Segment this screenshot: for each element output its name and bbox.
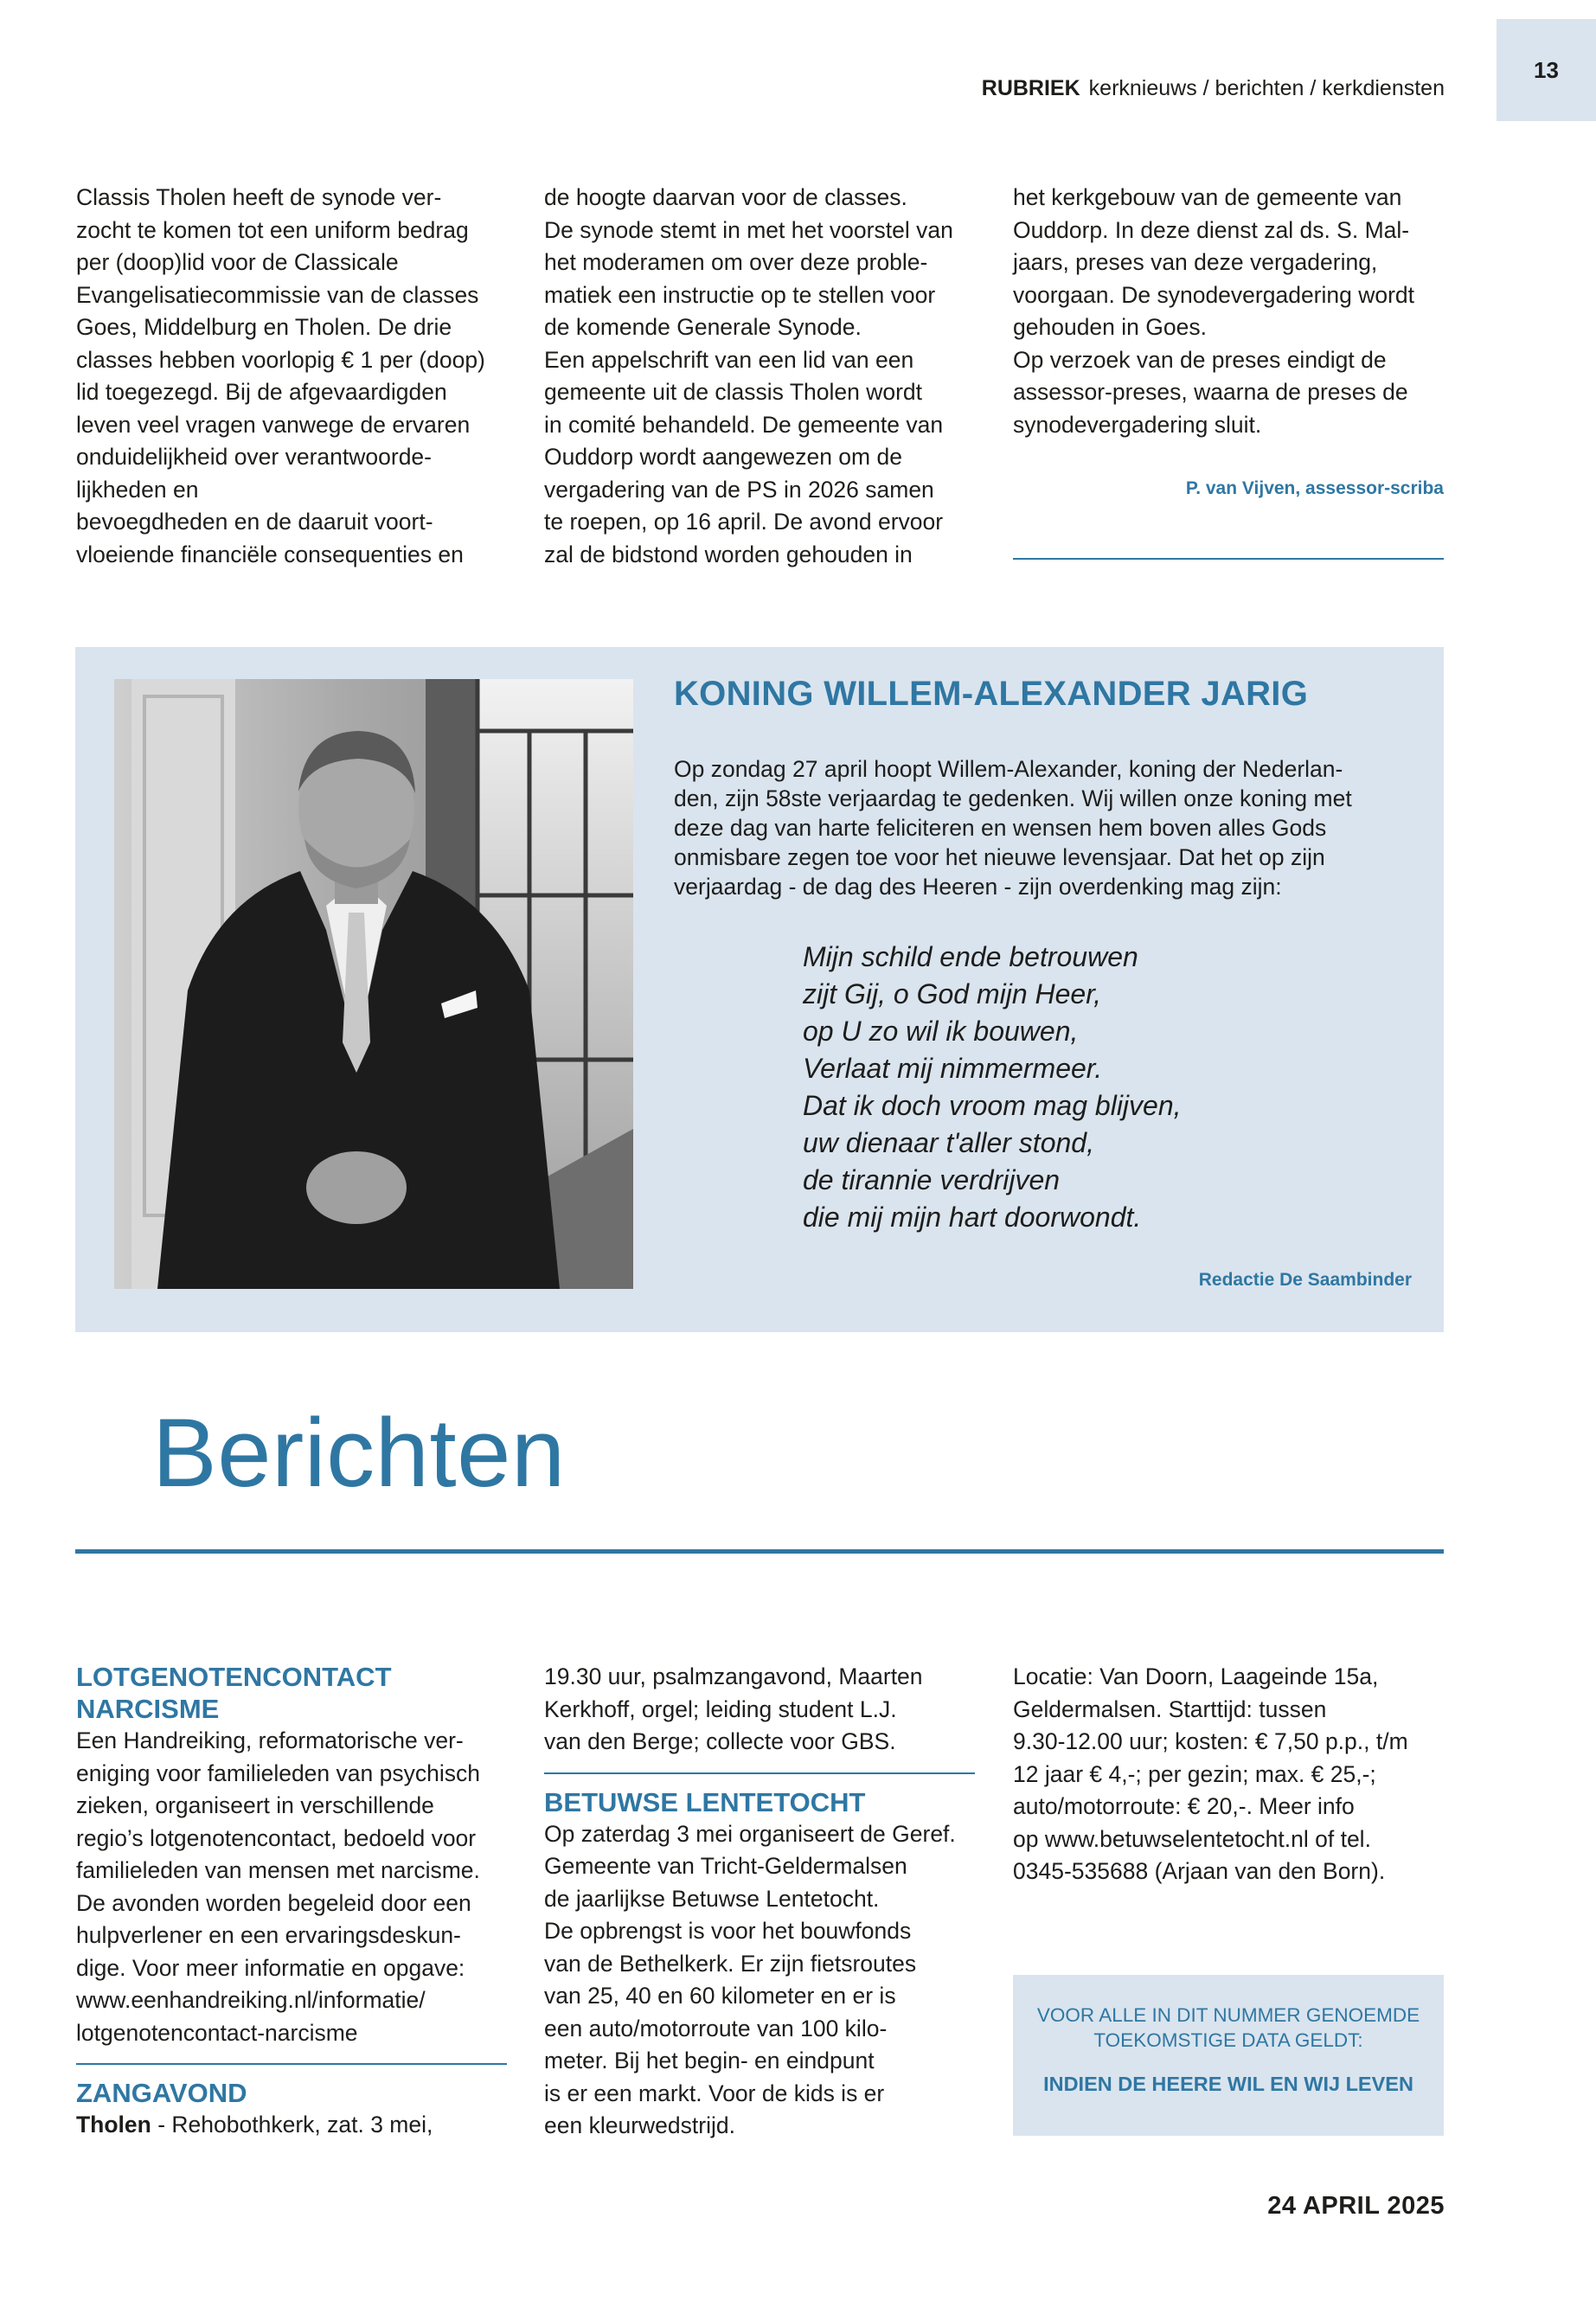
text-line: matiek een instructie op te stellen voor <box>544 281 936 308</box>
divider <box>544 1772 975 1774</box>
text-line: classes hebben voorlopig € 1 per (doop) <box>76 346 485 373</box>
text-line: zieken, organiseert in verschillende <box>76 1792 434 1818</box>
text-line: Op zaterdag 3 mei organiseert de Geref. <box>544 1820 956 1847</box>
text-line: assessor-preses, waarna de preses de <box>1013 379 1408 405</box>
king-box-signature: Redactie De Saambinder <box>1198 1270 1412 1290</box>
divider <box>1013 558 1444 560</box>
text-line: hulpverlener en een ervaringsdeskun- <box>76 1922 461 1948</box>
text-line: dige. Voor meer informatie en opgave: <box>76 1954 465 1981</box>
text-line: De opbrengst is voor het bouwfonds <box>544 1918 912 1944</box>
text-line: van de Bethelkerk. Er zijn fietsroutes <box>544 1950 917 1977</box>
article-column-2 <box>544 182 994 571</box>
running-header <box>982 76 1445 101</box>
text-line: een auto/motorroute van 100 kilo- <box>544 2015 888 2041</box>
notice-box <box>1013 1975 1444 2136</box>
text-fragment: - Rehobothkerk, zat. 3 mei, <box>151 2112 433 2138</box>
poem-line: zijt Gij, o God mijn Heer, <box>803 978 1101 1009</box>
text-line: vergadering van de PS in 2026 samen <box>544 476 934 503</box>
text-line: Een Handreiking, reformatorische ver- <box>76 1727 464 1753</box>
text-line: Goes, Middelburg en Tholen. De drie <box>76 314 452 340</box>
text-line <box>76 2109 517 2142</box>
king-box-title: KONING WILLEM-ALEXANDER JARIG <box>674 675 1309 713</box>
text-line: het moderamen om over deze proble- <box>544 249 928 275</box>
text-line: 0345-535688 (Arjaan van den Born). <box>1013 1858 1386 1884</box>
text-line: van 25, 40 en 60 kilometer en er is <box>544 1983 896 2009</box>
text-line: Ouddorp wordt aangewezen om de <box>544 444 902 470</box>
king-photo <box>114 679 633 1289</box>
poem-line: Dat ik doch vroom mag blijven, <box>803 1090 1182 1121</box>
text-line: gemeente uit de classis Tholen wordt <box>544 379 923 405</box>
text-line: De synode stemt in met het voorstel van <box>544 216 953 243</box>
section-title: Berichten <box>152 1399 566 1507</box>
zangavond-heading: ZANGAVOND <box>76 2078 247 2108</box>
issue-date: 24 APRIL 2025 <box>1267 2192 1445 2220</box>
text-line: verjaardag - de dag des Heeren - zijn overdenking mag zijn: <box>674 874 1282 900</box>
text-line: www.eenhandreiking.nl/informatie/ <box>76 1987 426 2013</box>
text-line: Classis Tholen heeft de synode ver- <box>76 184 442 210</box>
lotgenoten-heading-line1: LOTGENOTENCONTACT <box>76 1662 392 1692</box>
text-line: lotgenotencontact-narcisme <box>76 2019 358 2046</box>
text-line: in comité behandeld. De gemeente van <box>544 411 944 438</box>
text-line: 12 jaar € 4,-; per gezin; max. € 25,-; <box>1013 1760 1376 1787</box>
text-line: een kleurwedstrijd. <box>544 2112 735 2138</box>
text-line: de hoogte daarvan voor de classes. <box>544 184 907 210</box>
text-line: het kerkgebouw van de gemeente van <box>1013 184 1402 210</box>
text-line: deze dag van harte feliciteren en wensen hem boven alles Gods <box>674 815 1327 841</box>
poem-line: de tirannie verdrijven <box>803 1164 1061 1195</box>
text-line: van den Berge; collecte voor GBS. <box>544 1728 896 1754</box>
berichten-column-1 <box>76 1661 517 2142</box>
king-box-body <box>674 754 1409 901</box>
text-line: meter. Bij het begin- en eindpunt <box>544 2048 875 2073</box>
text-line: De avonden worden begeleid door een <box>76 1889 471 1916</box>
text-line: Evangelisatiecommissie van de classes <box>76 281 479 308</box>
text-line: bevoegdheden en de daaruit voort- <box>76 509 433 535</box>
text-line: onduidelijkheid over verantwoorde- <box>76 444 432 470</box>
text-line: Locatie: Van Doorn, Laageinde 15a, <box>1013 1663 1379 1689</box>
text-line: te roepen, op 16 april. De avond ervoor <box>544 509 944 535</box>
article-column-1 <box>76 182 526 571</box>
king-portrait-illustration <box>114 679 633 1289</box>
poem-line: uw dienaar t'aller stond, <box>803 1127 1094 1158</box>
poem-line: die mij mijn hart doorwondt. <box>803 1202 1142 1233</box>
section-rule <box>75 1549 1444 1554</box>
article-column-3 <box>1013 182 1445 441</box>
poem-line: op U zo wil ik bouwen, <box>803 1016 1079 1047</box>
page-number: 13 <box>1497 19 1596 121</box>
text-line: per (doop)lid voor de Classicale <box>76 249 399 275</box>
text-line: Op zondag 27 april hoopt Willem-Alexander, koning der Nederlan- <box>674 756 1343 782</box>
poem <box>803 939 1182 1236</box>
text-line: zal de bidstond worden gehouden in <box>544 541 913 567</box>
text-line: jaars, preses van deze vergadering, <box>1013 249 1378 275</box>
rubriek-label: RUBRIEK <box>981 76 1080 100</box>
text-line: auto/motorroute: € 20,-. Meer info <box>1013 1793 1355 1819</box>
berichten-column-2 <box>544 1661 994 2143</box>
text-line: familieleden van mensen met narcisme. <box>76 1857 480 1883</box>
text-line: Gemeente van Tricht-Geldermalsen <box>544 1853 907 1879</box>
text-line: 19.30 uur, psalmzangavond, Maarten <box>544 1663 923 1689</box>
divider <box>76 2063 507 2065</box>
text-line: synodevergadering sluit. <box>1013 411 1262 438</box>
text-line: onmisbare zegen toe voor het nieuwe levensjaar. Dat het op zijn <box>674 844 1325 870</box>
notice-line-1: VOOR ALLE IN DIT NUMMER GENOEMDE <box>1036 2004 1420 2026</box>
text-line: 9.30-12.00 uur; kosten: € 7,50 p.p., t/m <box>1013 1728 1408 1754</box>
text-line: de jaarlijkse Betuwse Lentetocht. <box>544 1885 880 1912</box>
lentetocht-heading: BETUWSE LENTETOCHT <box>544 1786 866 1817</box>
text-line: regio’s lotgenotencontact, bedoeld voor <box>76 1824 477 1851</box>
lotgenoten-heading-line2: NARCISME <box>76 1694 220 1724</box>
berichten-column-3 <box>1013 1661 1445 1888</box>
text-line: is er een markt. Voor de kids is er <box>544 2080 885 2106</box>
zangavond-place: Tholen <box>76 2112 151 2138</box>
text-line: zocht te komen tot een uniform bedrag <box>76 216 469 243</box>
text-line: de komende Generale Synode. <box>544 314 862 340</box>
text-line: op www.betuwselentetocht.nl of tel. <box>1013 1825 1371 1852</box>
text-line: leven veel vragen vanwege de ervaren <box>76 411 471 438</box>
text-line: vloeiende financiële consequenties en <box>76 541 464 567</box>
text-line: Op verzoek van de preses eindigt de <box>1013 346 1387 373</box>
text-line: Kerkhoff, orgel; leiding student L.J. <box>544 1695 897 1722</box>
notice-line-2: TOEKOMSTIGE DATA GELDT: <box>1093 2029 1363 2051</box>
text-line: Ouddorp. In deze dienst zal ds. S. Mal- <box>1013 216 1410 243</box>
text-line: lijkheden en <box>76 476 199 503</box>
text-line: Een appelschrift van een lid van een <box>544 346 914 373</box>
text-line: voorgaan. De synodevergadering wordt <box>1013 281 1415 308</box>
text-line: gehouden in Goes. <box>1013 314 1207 340</box>
article-signature: P. van Vijven, assessor-scriba <box>1185 478 1444 498</box>
text-line: den, zijn 58ste verjaardag te gedenken. Wij willen onze koning met <box>674 785 1352 811</box>
rubriek-text: kerknieuws / berichten / kerkdiensten <box>1088 76 1445 100</box>
text-line: Geldermalsen. Starttijd: tussen <box>1013 1695 1327 1722</box>
poem-line: Mijn schild ende betrouwen <box>803 941 1138 972</box>
poem-line: Verlaat mij nimmermeer. <box>803 1053 1103 1084</box>
notice-emphasis: INDIEN DE HEERE WIL EN WIJ LEVEN <box>1043 2073 1413 2095</box>
text-line: eniging voor familieleden van psychisch <box>76 1759 480 1786</box>
text-line: lid toegezegd. Bij de afgevaardigden <box>76 379 447 405</box>
